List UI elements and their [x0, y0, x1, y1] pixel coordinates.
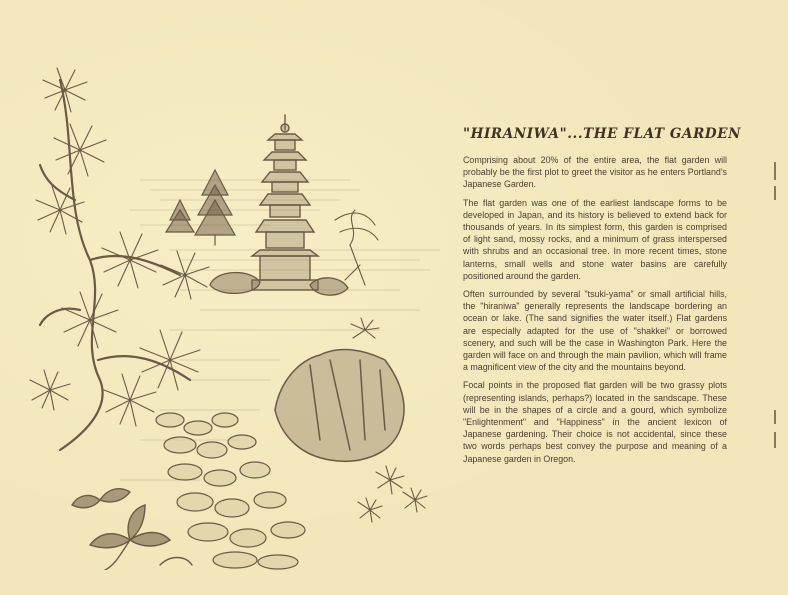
margin-mark: [774, 410, 776, 424]
article-title: "HIRANIWA"...THE FLAT GARDEN: [463, 126, 742, 142]
article-paragraph: The flat garden was one of the earliest landscape forms to be developed in Japan, and its history is believed to extend back for thousands of years. In its simplest form, this garden is comprised of light sand, mossy rocks, and a minimum of grass interspersed with shrubs and an occasional tree. In more recent times, stone lanterns, small wells and stone water basins are carefully positioned around the garden.: [463, 197, 727, 281]
article-paragraph: Often surrounded by several "tsuki-yama" or small artificial hills, the "hiraniwa" generally represents the landscape bordering an ocean or lake. (The sand signifies the water itself.) Flat gardens are especially adapted for the use of "shakkei" or borrowed scenery, and such will be the case in Washington Park. Here the garden will face on and through the main pavilion, which will frame a magnificent view of the city and the mountains beyond.: [463, 289, 727, 373]
article-paragraph: Comprising about 20% of the entire area, the flat garden will probably be the first plot to greet the visitor as he enters Portland's Japanese Garden.: [463, 155, 727, 190]
margin-mark: [774, 186, 776, 200]
article: [463, 126, 742, 471]
garden-sketch-icon: [20, 60, 440, 570]
article-paragraph: Focal points in the proposed flat garden will be two grassy plots (representing islands, perhaps?) located in the sandscape. These will be in the shapes of a circle and a gourd, which symbolize "Enlightenment" and "Happiness" in the ancient lexicon of Japanese gardening. Their choice is not accidental, since these two words perhaps best convey the purpose and meaning of a Japanese garden in Oregon.: [463, 380, 727, 464]
margin-mark: [774, 162, 776, 180]
margin-mark: [774, 432, 776, 448]
